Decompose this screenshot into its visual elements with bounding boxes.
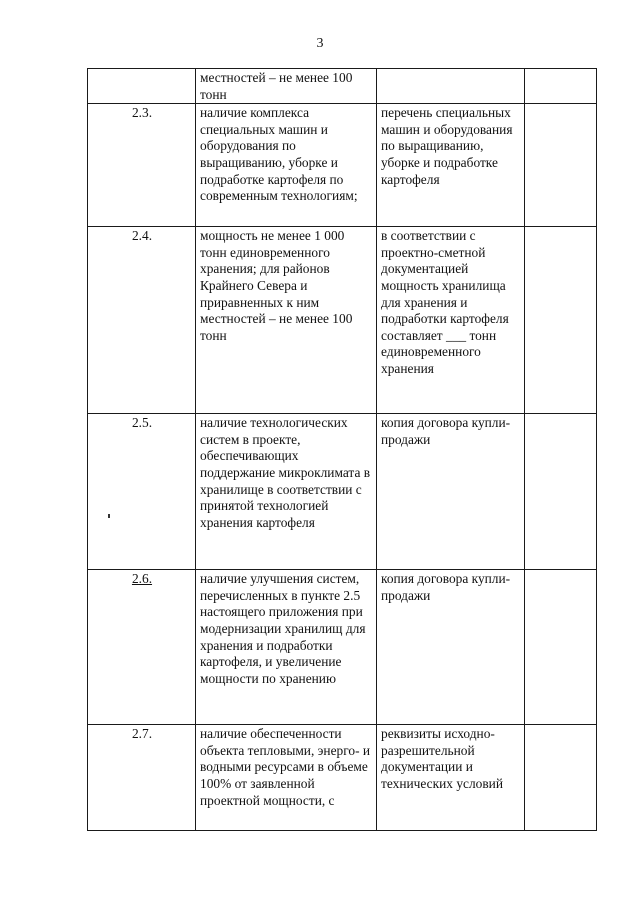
document-cell: копия договора купли-продажи [377, 414, 525, 570]
criterion-cell: местностей – не менее 100 тонн [196, 69, 377, 104]
row-number-cell [88, 725, 196, 831]
page-number: 3 [316, 36, 324, 51]
row-number-cell [88, 69, 196, 104]
row-number: 2.4. [131, 228, 153, 244]
row-number: 2.7. [131, 726, 153, 742]
criterion-cell: мощность не менее 1 000 тонн единовременного хранения; для районов Крайнего Севера и приравненных к ним местностей – не менее 100 тонн [196, 227, 377, 414]
table-row [88, 414, 597, 570]
row-number: 2.3. [131, 105, 153, 121]
table-row [88, 570, 597, 725]
empty-cell [525, 69, 597, 104]
row-number-cell [88, 414, 196, 570]
row-number-cell [88, 104, 196, 227]
empty-cell [525, 414, 597, 570]
empty-cell [525, 725, 597, 831]
criterion-cell: наличие обеспеченности объекта тепловыми, энерго- и водными ресурсами в объеме 100% от заявленной проектной мощности, с [196, 725, 377, 831]
row-number-cell [88, 227, 196, 414]
document-cell: реквизиты исходно-разрешительной документации и технических условий [377, 725, 525, 831]
criterion-cell: наличие комплекса специальных машин и оборудования по выращиванию, уборке и подработке картофеля по современным технологиям; [196, 104, 377, 227]
table-row [88, 227, 597, 414]
row-number-cell [88, 570, 196, 725]
criteria-table [87, 68, 597, 831]
row-number: 2.6. [131, 571, 153, 587]
empty-cell [525, 104, 597, 227]
empty-cell [525, 227, 597, 414]
margin-mark [108, 514, 110, 518]
table-row [88, 725, 597, 831]
table-row [88, 104, 597, 227]
document-cell: копия договора купли-продажи [377, 570, 525, 725]
document-cell: в соответствии с проектно-сметной документацией мощность хранилища для хранения и подработки картофеля составляет ___ тонн единовременного хранения [377, 227, 525, 414]
row-number: 2.5. [131, 415, 153, 431]
criterion-cell: наличие технологических систем в проекте, обеспечивающих поддержание микроклимата в хранилище в соответствии с принятой технологией хранения картофеля [196, 414, 377, 570]
document-cell [377, 69, 525, 104]
empty-cell [525, 570, 597, 725]
criterion-cell: наличие улучшения систем, перечисленных в пункте 2.5 настоящего приложения при модернизации хранилищ для хранения и подработки картофеля, и увеличение мощности по хранению [196, 570, 377, 725]
document-cell: перечень специальных машин и оборудования по выращиванию, уборке и подработке картофеля [377, 104, 525, 227]
table-row [88, 69, 597, 104]
